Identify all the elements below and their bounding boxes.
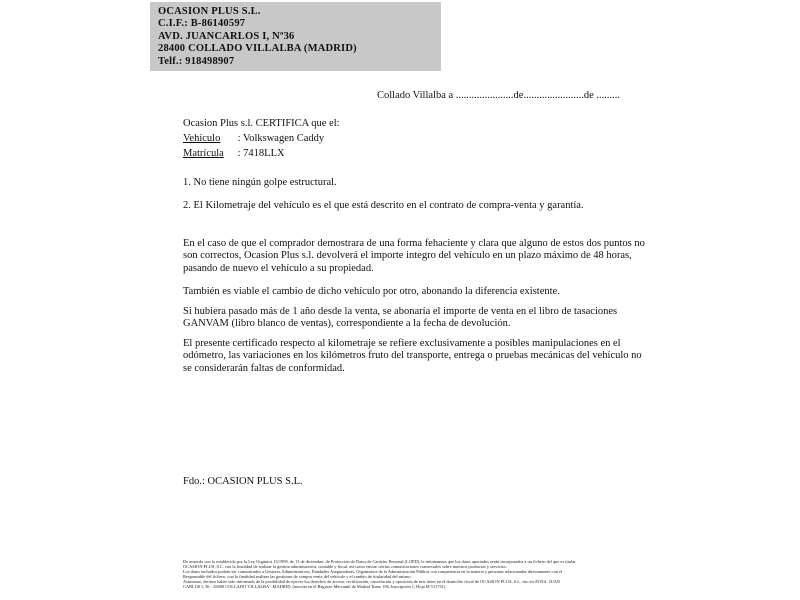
vehicle-row bbox=[183, 131, 340, 146]
signature-line: Fdo.: OCASION PLUS S.L. bbox=[183, 476, 303, 487]
company-address-line: AVD. JUANCARLOS I, Nº36 bbox=[158, 30, 295, 42]
date-line: Collado Villalba a ......................de.......................de ......... bbox=[377, 90, 620, 101]
paragraph-ganvam: Si hubiera pasado más de 1 año desde la venta, se abonaría el importe de venta en el libro de tasaciones GANVAM (libro blanco de ventas), correspondiente a la fecha de devolución. bbox=[183, 306, 618, 330]
legal-line: Los datos incluidos podrán ser comunicados a Gestores Administrativos, Entidades Aseguradoras, Organismos de la Administración Pública con competencia en la materia y personas relacionadas directamente con el bbox=[183, 569, 563, 574]
legal-line: De acuerdo con lo establecido por la Ley Orgánica 15/1999, de 13 de diciembre, de Protección de Datos de Carácter Personal (LOPD), le informamos que los datos aportados serán incorporados a un fichero del que es titular bbox=[183, 560, 576, 564]
legal-line: Responsable del fichero, con la finalidad realizar las gestiones de compra venta del vehículo y el cambio de titularidad del mismo. bbox=[183, 574, 412, 579]
company-city-line: 28400 COLLADO VILLALBA (MADRID) bbox=[158, 43, 357, 55]
legal-notice bbox=[183, 560, 643, 589]
paragraph-exchange: También es viable el cambio de dicho vehículo por otro, abonando la diferencia existente. bbox=[183, 286, 560, 297]
certification-intro: Ocasion Plus s.l. CERTIFICA que el: bbox=[183, 118, 340, 129]
point-mileage: 2. El Kilometraje del vehículo es el que está descrito en el contrato de compra-venta y garantía. bbox=[183, 200, 584, 211]
point-structural: 1. No tiene ningún golpe estructural. bbox=[183, 177, 337, 188]
legal-line: OCASIÓN PLUS, S.L. con la finalidad de realizar la gestión administrativa, contable y fiscal, así como enviar ciertas comunicaciones comerciales sobre nuestros productos y servicios. bbox=[183, 564, 507, 569]
plate-label: Matrícula bbox=[183, 148, 224, 160]
company-cif-line: C.I.F.: B-86140597 bbox=[158, 18, 246, 30]
vehicle-value: : Volkswagen Caddy bbox=[237, 133, 325, 145]
legal-line: CARLOS I, 36 - 28400 COLLADO VILLALBA - MADRID. (inscrita en el Registro Mercantil de Madrid Tomo 194, Inscripción 1, Hoja M 511731) bbox=[183, 584, 446, 589]
certification-block bbox=[183, 116, 340, 162]
plate-value: : 7418LLX bbox=[237, 148, 285, 160]
vehicle-label: Vehículo bbox=[183, 133, 221, 145]
paragraph-odometer: El presente certificado respecto al kilometraje se refiere exclusivamente a posibles manipulaciones en el odómetro, las variaciones en los kilómetros fruto del transporte, entrega o pruebas mecánicas del vehículo no se considerarán faltas de conformidad. bbox=[183, 338, 642, 374]
plate-row bbox=[183, 146, 340, 161]
company-phone-line: Telf.: 918498907 bbox=[158, 55, 235, 67]
legal-line: Asimismo, declaro haber sido informado de la posibilidad de ejercer los derechos de acceso, rectificación, cancelación y oposición de mis datos en el domicilio fiscal de OCASIÓN PLUS, S.L. sito en AVDA. JUAN bbox=[183, 579, 561, 584]
paragraph-refund: En el caso de que el comprador demostrara de una forma fehaciente y clara que alguno de estos dos puntos no son correctos, Ocasion Plus s.l. devolverá el importe integro del vehículo en un plazo máximo de 48 horas, pasando de nuevo el vehículo a su propiedad. bbox=[183, 238, 645, 274]
company-name: OCASION PLUS S.L. bbox=[158, 6, 261, 17]
company-header-box bbox=[150, 2, 441, 71]
